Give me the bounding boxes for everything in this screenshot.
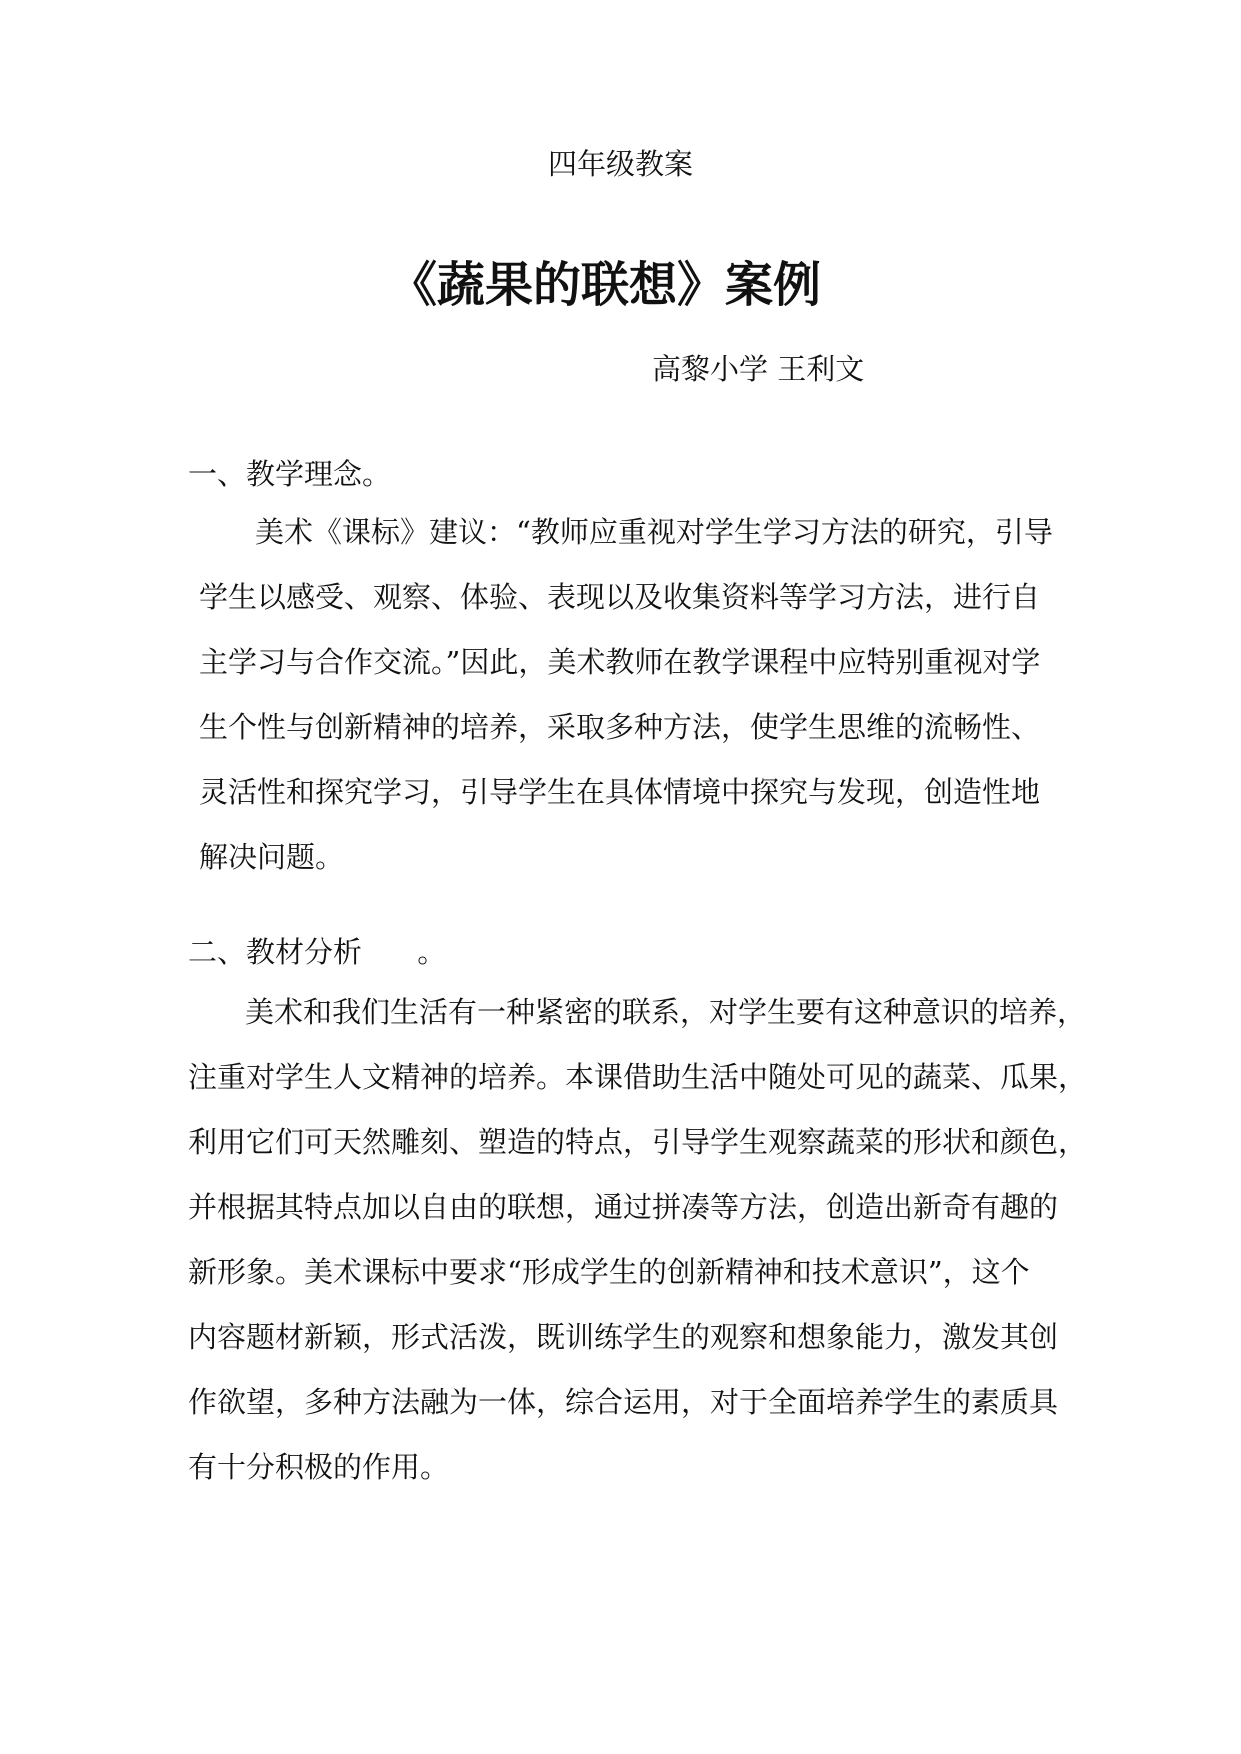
section-2-line-7: 作欲望，多种方法融为一体，综合运用，对于全面培养学生的素质具: [188, 1385, 1059, 1419]
document-header: 四年级教案: [547, 147, 693, 181]
section-1-line-6: 解决问题。: [199, 840, 345, 874]
section-2-line-3: 利用它们可天然雕刻、塑造的特点，引导学生观察蔬菜的形状和颜色，: [188, 1125, 1088, 1159]
section-2-line-5: 新形象。美术课标中要求“形成学生的创新精神和技术意识”，这个: [188, 1255, 1030, 1289]
section-1-line-2: 学生以感受、观察、体验、表现以及收集资料等学习方法，进行自: [199, 580, 1041, 614]
section-heading-2: 二、教材分析 。: [188, 935, 447, 969]
section-2-line-8: 有十分积极的作用。: [188, 1450, 450, 1484]
section-2-line-1: 美术和我们生活有一种紧密的联系，对学生要有这种意识的培养，: [245, 995, 1087, 1029]
section-2-line-2: 注重对学生人文精神的培养。本课借助生活中随处可见的蔬菜、瓜果，: [188, 1060, 1088, 1094]
document-author: 高黎小学 王利文: [652, 352, 865, 386]
section-1-line-4: 生个性与创新精神的培养，采取多种方法，使学生思维的流畅性、: [199, 710, 1041, 744]
section-1-line-1: 美术《课标》建议：“教师应重视对学生学习方法的研究，引导: [255, 515, 1053, 549]
section-heading-1: 一、教学理念。: [188, 457, 392, 491]
section-2-line-6: 内容题材新颖，形式活泼，既训练学生的观察和想象能力，激发其创: [188, 1320, 1059, 1354]
section-1-line-5: 灵活性和探究学习，引导学生在具体情境中探究与发现，创造性地: [199, 775, 1041, 809]
section-2-line-4: 并根据其特点加以自由的联想，通过拼凑等方法，创造出新奇有趣的: [188, 1190, 1059, 1224]
document-title: 《蔬果的联想》案例: [388, 257, 821, 313]
section-1-line-3: 主学习与合作交流。”因此，美术教师在教学课程中应特别重视对学: [199, 645, 1041, 679]
